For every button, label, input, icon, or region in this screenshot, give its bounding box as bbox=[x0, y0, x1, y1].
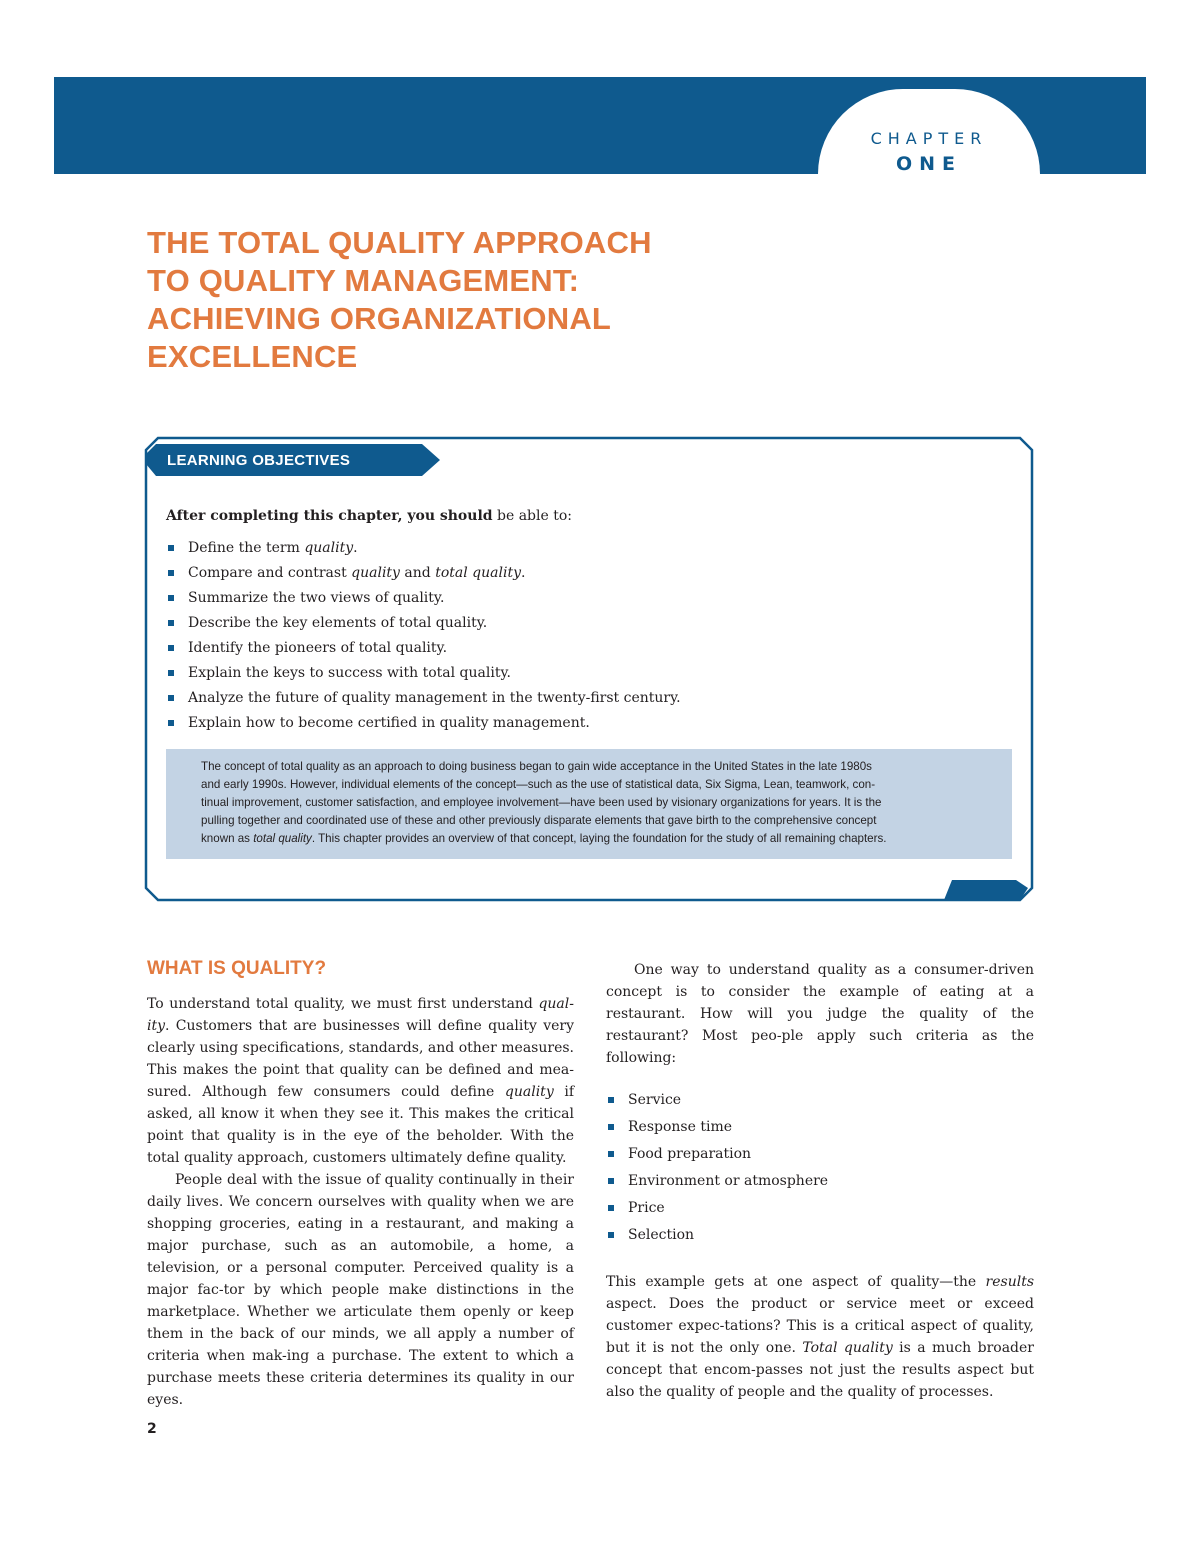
italic-term: quality bbox=[304, 540, 354, 556]
square-bullet-icon bbox=[608, 1097, 614, 1103]
criteria-item: Response time bbox=[606, 1116, 1034, 1143]
square-bullet-icon bbox=[608, 1151, 614, 1157]
objective-item: Define the term quality. bbox=[166, 540, 681, 565]
square-bullet-icon bbox=[608, 1205, 614, 1211]
square-bullet-icon bbox=[168, 570, 174, 576]
square-bullet-icon bbox=[168, 595, 174, 601]
objective-item: Analyze the future of quality management in the twenty-first century. bbox=[166, 690, 681, 715]
intro-bold: After completing this chapter, you should bbox=[166, 508, 493, 524]
criteria-item: Environment or atmosphere bbox=[606, 1170, 1034, 1197]
overview-line: and early 1990s. However, individual elements of the concept—such as the use of statistical data, Six Sigma, Lean, teamwork, con- bbox=[201, 778, 876, 791]
square-bullet-icon bbox=[608, 1232, 614, 1238]
square-bullet-icon bbox=[168, 670, 174, 676]
square-bullet-icon bbox=[608, 1124, 614, 1130]
criteria-item: Service bbox=[606, 1089, 1034, 1116]
overview-line: tinual improvement, customer satisfaction, and employee involvement—have been used by visionary organizations for years. It is the bbox=[201, 796, 882, 809]
criteria-item: Food preparation bbox=[606, 1143, 1034, 1170]
title-line: THE TOTAL QUALITY APPROACH bbox=[147, 225, 652, 260]
overview-line: known as total quality. This chapter provides an overview of that concept, laying the foundation for the study of all remaining chapters. bbox=[201, 832, 887, 845]
square-bullet-icon bbox=[168, 645, 174, 651]
learning-objectives-list bbox=[166, 540, 681, 740]
square-bullet-icon bbox=[168, 545, 174, 551]
learning-objectives-intro bbox=[166, 508, 572, 524]
chapter-number: ONE bbox=[895, 153, 963, 175]
title-line: TO QUALITY MANAGEMENT: bbox=[147, 263, 580, 298]
right-intro-paragraph: One way to understand quality as a consumer-driven concept is to consider the example of eating at a restaurant. How will you judge the quality of the restaurant? Most peo-ple apply such criteria as the following: bbox=[606, 962, 1034, 1066]
objective-item: Explain how to become certified in quality management. bbox=[166, 715, 681, 740]
criteria-item: Selection bbox=[606, 1224, 1034, 1251]
learning-objectives-box bbox=[144, 436, 1034, 902]
body-paragraph: To understand total quality, we must first understand qual-ity. Customers that are businesses will define quality very clearly using specifications, standards, and other measures. This makes the point that quality can be defined and mea-sured. Although few consumers could define quality if asked, all know it when they see it. This makes the critical point that quality is in the eye of the beholder. With the total quality approach, customers ultimately define quality. bbox=[147, 996, 575, 1166]
objective-item: Describe the key elements of total quality. bbox=[166, 615, 681, 640]
right-closing-paragraph: This example gets at one aspect of quality—the results aspect. Does the product or service meet or exceed customer expec-tations? This is a critical aspect of quality, but it is not the only one. Total quality is a much broader concept that encom-passes not just the results aspect but also the quality of people and the quality of processes. bbox=[606, 1274, 1034, 1400]
left-column bbox=[147, 993, 574, 1411]
intro-rest: be able to: bbox=[492, 508, 573, 524]
objective-item: Summarize the two views of quality. bbox=[166, 590, 681, 615]
italic-term: total quality bbox=[253, 832, 312, 845]
italic-term: Total quality bbox=[802, 1340, 893, 1356]
square-bullet-icon bbox=[168, 620, 174, 626]
learning-objectives-tab: LEARNING OBJECTIVES bbox=[167, 452, 351, 469]
italic-term: quality bbox=[351, 565, 400, 581]
italic-term: total quality bbox=[435, 565, 521, 581]
title-line: EXCELLENCE bbox=[147, 339, 358, 374]
criteria-item: Price bbox=[606, 1197, 1034, 1224]
italic-term: qual-ity bbox=[147, 996, 574, 1034]
criteria-list bbox=[606, 1089, 1034, 1251]
objective-item: Compare and contrast quality and total quality. bbox=[166, 565, 681, 590]
body-paragraph: People deal with the issue of quality continually in their daily lives. We concern ourselves with quality when we are shopping groceries, eating in a restaurant, and making a major purchase, such as an automobile, a home, a television, or a personal computer. Perceived quality is a major fac-tor by which people make distinctions in the marketplace. Whether we articulate them openly or keep them in the back of our minds, we all apply a number of criteria when mak-ing a purchase. The extent to which a purchase meets these criteria determines its quality in our eyes. bbox=[147, 1172, 574, 1408]
section-heading: WHAT IS QUALITY? bbox=[147, 958, 327, 979]
chapter-label: CHAPTER bbox=[870, 129, 988, 148]
square-bullet-icon bbox=[168, 695, 174, 701]
square-bullet-icon bbox=[168, 720, 174, 726]
italic-term: quality bbox=[504, 1084, 554, 1100]
chapter-title bbox=[147, 224, 867, 376]
chapter-overview bbox=[166, 749, 1012, 859]
page-number: 2 bbox=[147, 1421, 157, 1437]
right-column bbox=[606, 959, 1034, 1403]
italic-term: results bbox=[985, 1274, 1034, 1290]
overview-line: The concept of total quality as an approach to doing business began to gain wide acceptance in the United States in the late 1980s bbox=[201, 760, 872, 773]
objective-item: Identify the pioneers of total quality. bbox=[166, 640, 681, 665]
objective-item: Explain the keys to success with total quality. bbox=[166, 665, 681, 690]
square-bullet-icon bbox=[608, 1178, 614, 1184]
overview-line: pulling together and coordinated use of these and other previously disparate elements that gave birth to the comprehensive concept bbox=[201, 814, 877, 827]
title-line: ACHIEVING ORGANIZATIONAL bbox=[147, 301, 612, 336]
